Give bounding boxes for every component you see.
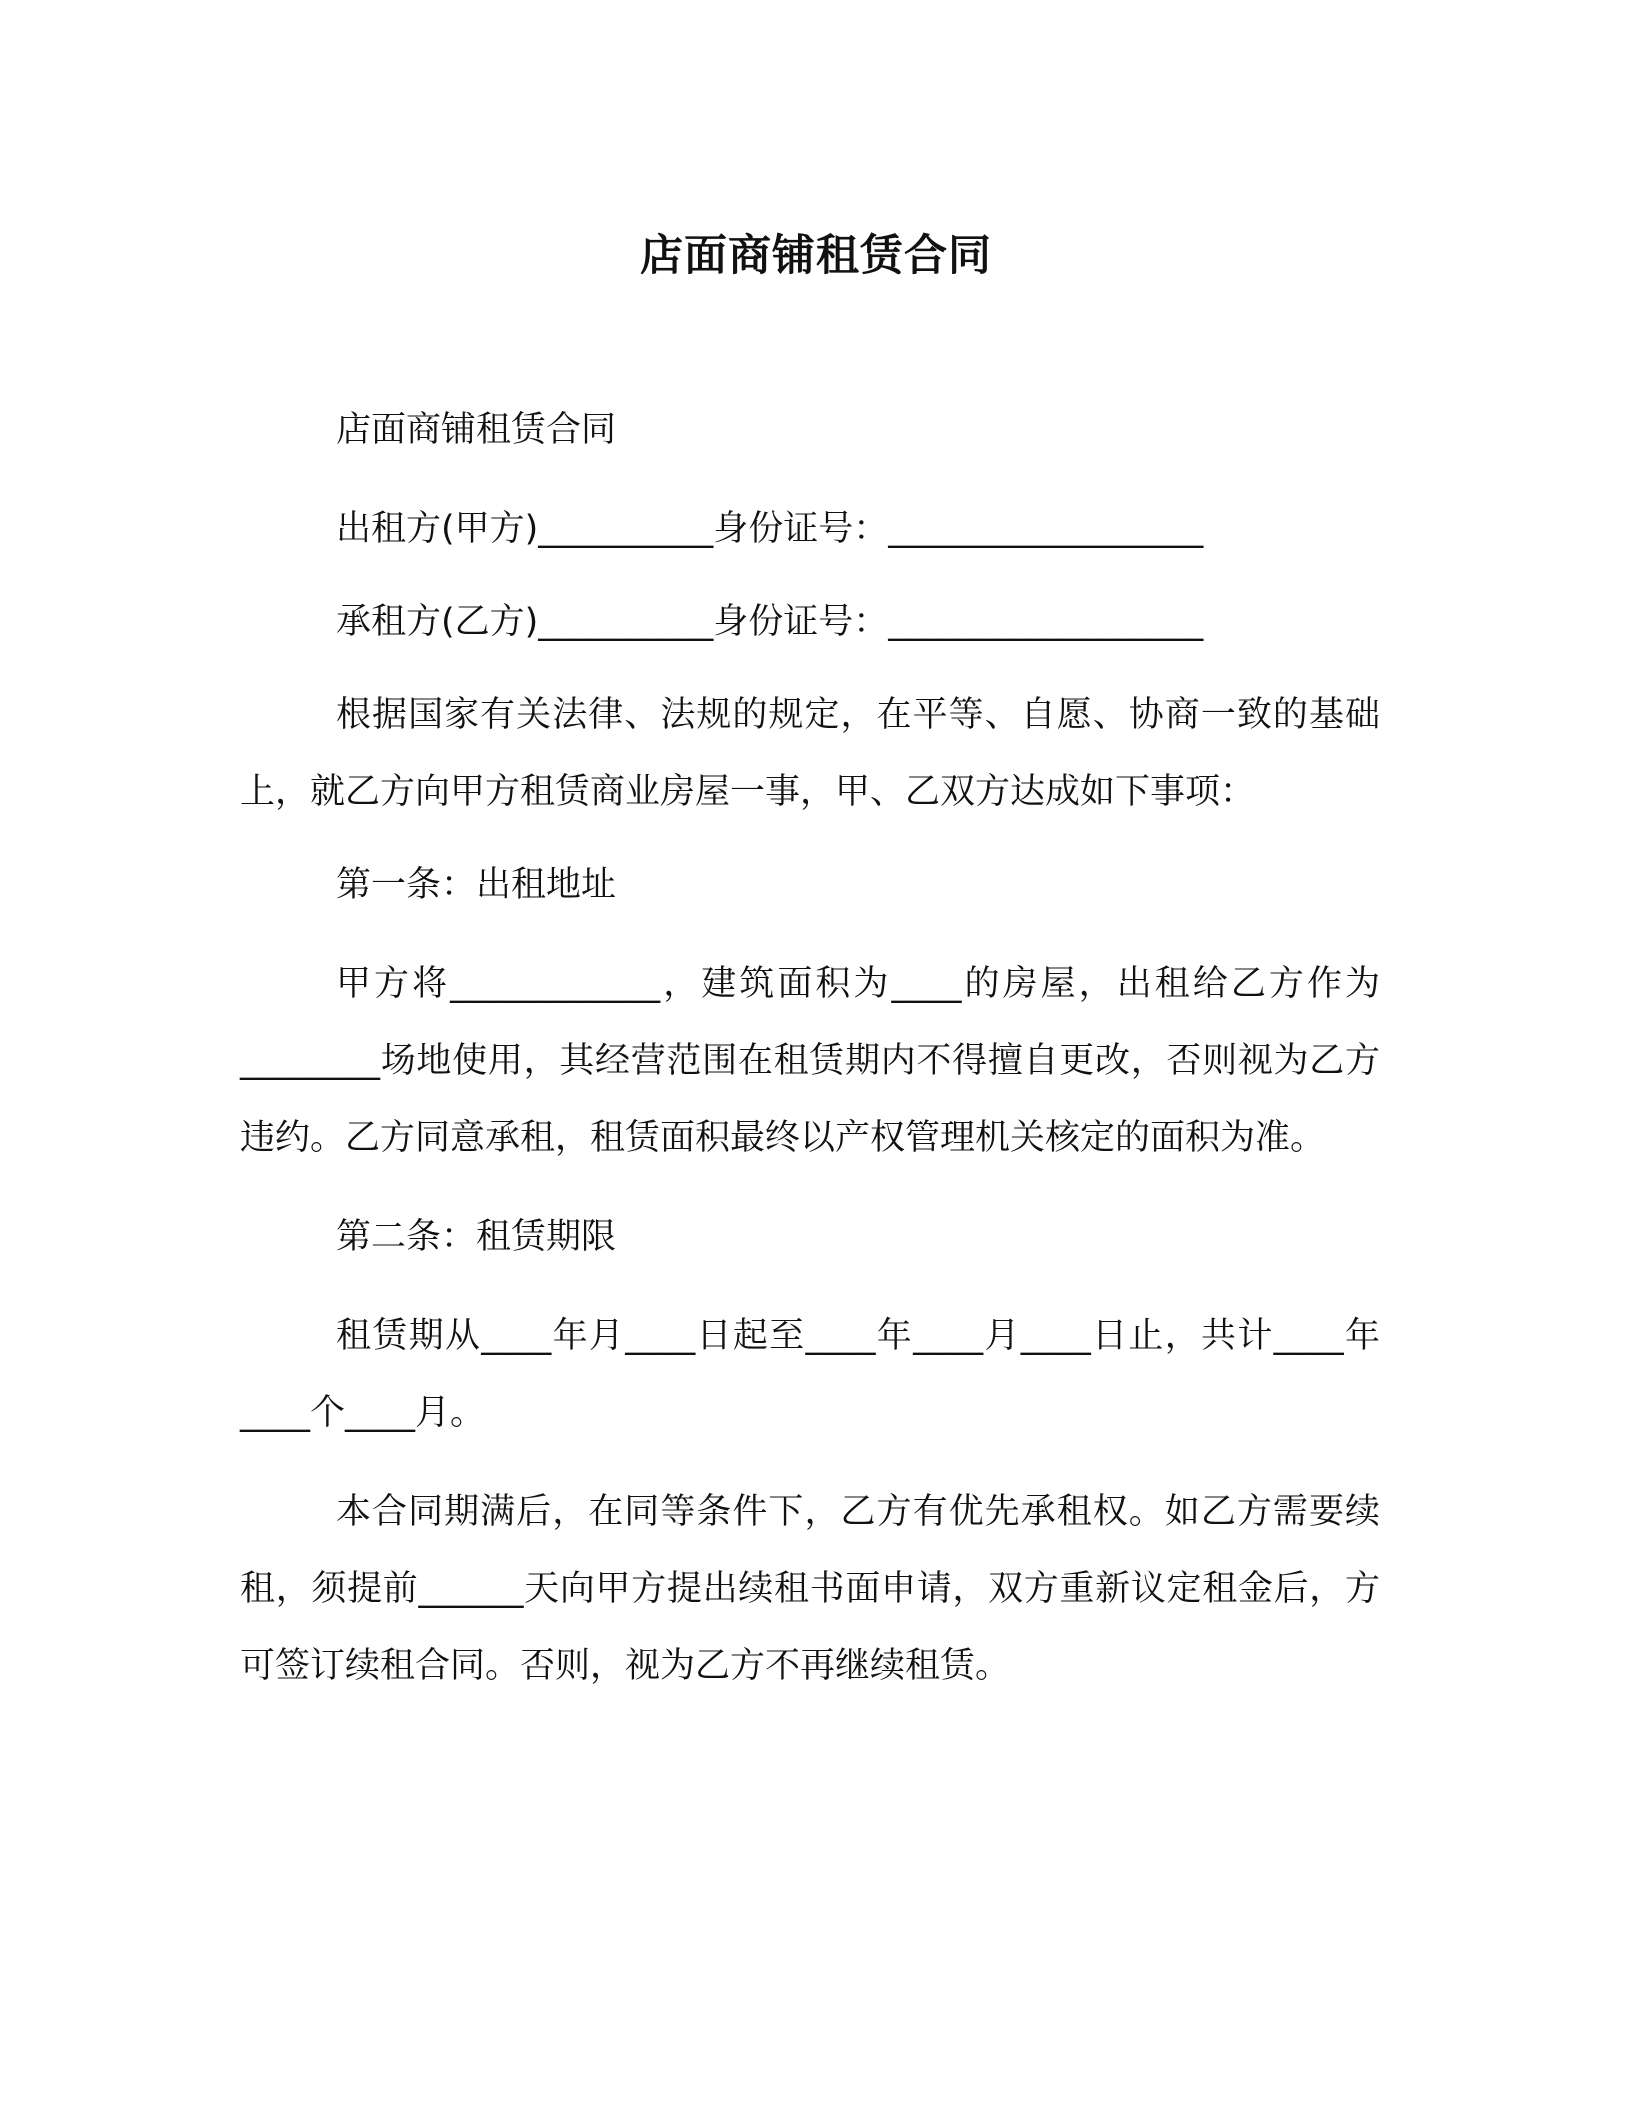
subtitle-paragraph: 店面商铺租赁合同 (336, 410, 617, 450)
lessor-line: 出租方(甲方)__________身份证号：__________________ (336, 509, 1204, 549)
lease-term-paragraph: 租赁期从____年月____日起至____年____月____日止，共计____年____个____月。 (240, 1316, 1380, 1433)
article-2-heading: 第二条：租赁期限 (336, 1217, 617, 1257)
document-title: 店面商铺租赁合同 (640, 231, 992, 281)
article-1-body: 甲方将____________，建筑面积为____的房屋，出租给乙方作为________场地使用，其经营范围在租赁期内不得擅自更改，否则视为乙方违约。乙方同意承租，租赁面积最终以产权管理机关核定的面积为准。 (240, 964, 1380, 1158)
document-body (240, 392, 1380, 1705)
preamble-paragraph: 根据国家有关法律、法规的规定，在平等、自愿、协商一致的基础上，就乙方向甲方租赁商业房屋一事，甲、乙双方达成如下事项： (240, 695, 1380, 812)
article-1-heading: 第一条：出租地址 (336, 865, 617, 905)
lessee-line: 承租方(乙方)__________身份证号：__________________ (336, 602, 1204, 642)
renewal-paragraph: 本合同期满后，在同等条件下，乙方有优先承租权。如乙方需要续租，须提前______天向甲方提出续租书面申请，双方重新议定租金后，方可签订续租合同。否则，视为乙方不再继续租赁。 (240, 1492, 1380, 1686)
